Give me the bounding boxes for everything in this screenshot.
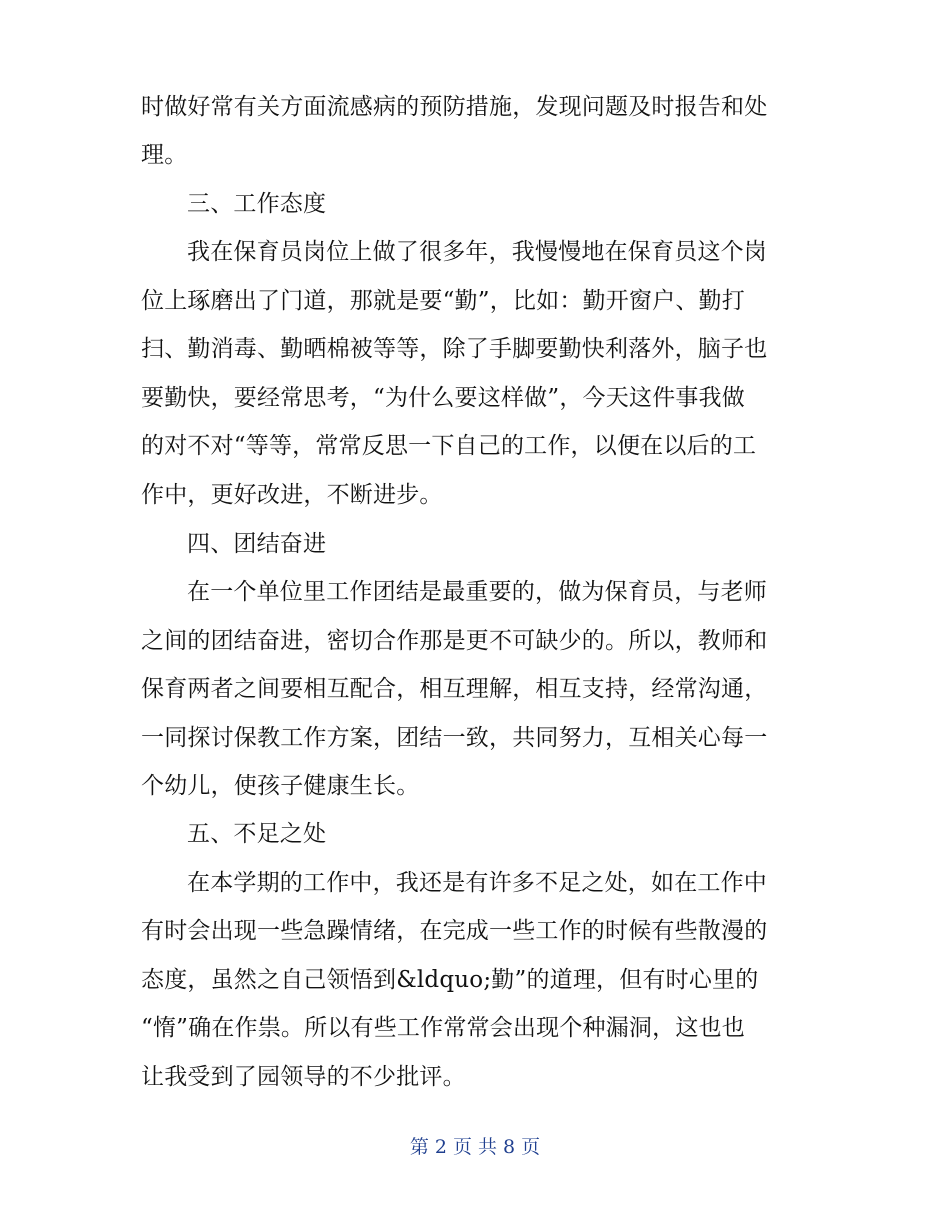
body-text-line: 理。 — [141, 142, 188, 168]
body-text-line: 态度，虽然之自己领悟到&ldquo;勤”的道理，但有时心里的 — [141, 967, 759, 993]
body-text-line: 在本学期的工作中，我还是有许多不足之处，如在工作中 — [187, 870, 767, 896]
body-text-line: 有时会出现一些急躁情绪，在完成一些工作的时候有些散漫的 — [141, 918, 768, 944]
section-heading: 五、不足之处 — [187, 821, 327, 847]
body-text-line: 让我受到了园领导的不少批评。 — [141, 1064, 466, 1090]
body-text-line: 一同探讨保教工作方案，团结一致，共同努力，互相关心每一 — [141, 725, 768, 751]
body-text-line: 我在保育员岗位上做了很多年，我慢慢地在保育员这个岗 — [187, 239, 767, 265]
body-text-line: 作中，更好改进，不断进步。 — [141, 482, 443, 508]
section-heading: 四、团结奋进 — [187, 531, 327, 557]
body-text-line: 在一个单位里工作团结是最重要的，做为保育员，与老师 — [187, 579, 767, 605]
body-text-line: 个幼儿，使孩子健康生长。 — [141, 773, 420, 799]
section-heading: 三、工作态度 — [187, 191, 327, 217]
page-number-footer: 第 2 页 共 8 页 — [409, 1136, 541, 1158]
body-text-line: 扫、勤消毒、勤晒棉被等等，除了手脚要勤快利落外，脑子也 — [141, 336, 768, 362]
body-text-line: 位上琢磨出了门道，那就是要“勤”，比如：勤开窗户、勤打 — [141, 288, 745, 314]
body-text-line: 时做好常有关方面流感病的预防措施，发现问题及时报告和处 — [141, 94, 768, 120]
body-text-line: “惰”确在作祟。所以有些工作常常会出现个种漏洞，这也也 — [141, 1015, 745, 1041]
body-text-line: 之间的团结奋进，密切合作那是更不可缺少的。所以，教师和 — [141, 628, 768, 654]
body-text-line: 保育两者之间要相互配合，相互理解，相互支持，经常沟通， — [141, 676, 768, 702]
body-text-line: 的对不对“等等，常常反思一下自己的工作，以便在以后的工 — [141, 433, 757, 459]
body-text-line: 要勤快，要经常思考，“为什么要这样做”，今天这件事我做 — [141, 385, 745, 411]
